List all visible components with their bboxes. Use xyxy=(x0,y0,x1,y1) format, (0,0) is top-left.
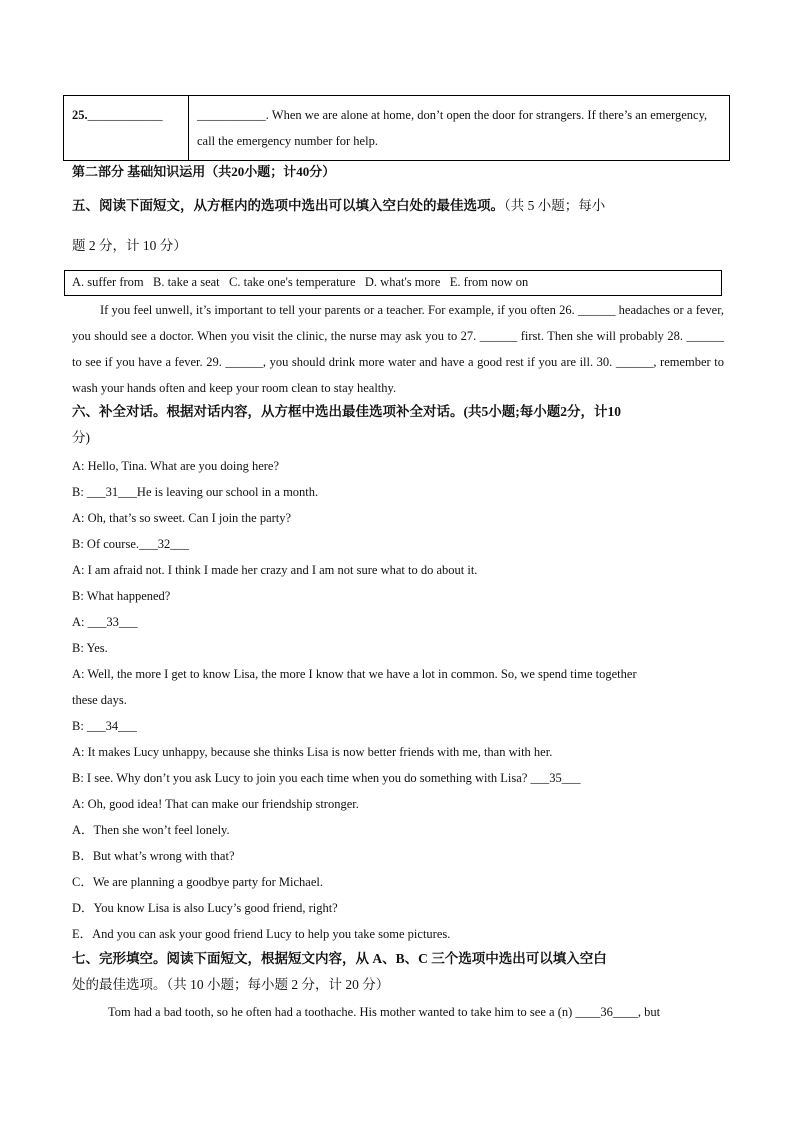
option-e: E．And you can ask your good friend Lucy to help you take some pictures. xyxy=(72,927,451,941)
dialogue-line: B: ___31___He is leaving our school in a month. xyxy=(72,485,319,499)
dialogue-line: A: ___33___ xyxy=(72,615,138,629)
section5-options-box xyxy=(64,270,722,296)
option-a: A．Then she won’t feel lonely. xyxy=(72,823,230,837)
q25-answer-blank[interactable]: ____________ xyxy=(87,108,163,122)
option-c: C．We are planning a goodbye party for Michael. xyxy=(72,875,323,889)
section5-options: A. suffer from B. take a seat C. take one's temperature D. what's more E. from now on xyxy=(72,275,529,289)
dialogue-line: B: I see. Why don’t you ask Lucy to join you each time when you do something with Lisa? ___35___ xyxy=(72,771,581,785)
option-d: D．You know Lisa is also Lucy’s good friend, right? xyxy=(72,901,338,915)
dialogue-line: A: Oh, good idea! That can make our friendship stronger. xyxy=(72,797,359,811)
section5-title-line xyxy=(72,198,605,214)
question-25-table xyxy=(63,95,730,161)
dialogue-line: these days. xyxy=(72,693,127,707)
dialogue-line: B: Of course.___32___ xyxy=(72,537,189,551)
dialogue-line: A: Oh, that’s so sweet. Can I join the party? xyxy=(72,511,292,525)
section6-title-cont: 分) xyxy=(72,430,90,445)
dialogue-line: A: I am afraid not. I think I made her crazy and I am not sure what to do about it. xyxy=(72,563,478,577)
dialogue-line: B: What happened? xyxy=(72,589,171,603)
dialogue-line: B: ___34___ xyxy=(72,719,137,733)
dialogue-line: A: Hello, Tina. What are you doing here? xyxy=(72,459,280,473)
section5-score-note-2: 题 2 分，计 10 分） xyxy=(72,238,187,253)
q25-label: 25. xyxy=(72,108,88,122)
dialogue-line: A: It makes Lucy unhappy, because she thinks Lisa is now better friends with me, than with her. xyxy=(72,745,553,759)
section6-title: 六、补全对话。根据对话内容，从方框中选出最佳选项补全对话。(共5小题;每小题2分，计10 xyxy=(72,404,621,419)
section7-passage-start: Tom had a bad tooth, so he often had a toothache. His mother wanted to take him to see a (n) ____36____, but xyxy=(108,1005,661,1019)
section5-title: 五、阅读下面短文，从方框内的选项中选出可以填入空白处的最佳选项。 xyxy=(72,198,504,213)
part2-title: 第二部分 基础知识运用（共20小题；计40分） xyxy=(72,164,336,179)
section7-title: 七、完形填空。阅读下面短文，根据短文内容，从 A、B、C 三个选项中选出可以填入空白 xyxy=(72,951,607,966)
section5-score-note-1: （共 5 小题；每小 xyxy=(504,198,606,213)
q25-right-cell xyxy=(189,96,730,161)
section7-title-cont: 处的最佳选项。（共 10 小题；每小题 2 分，计 20 分） xyxy=(72,977,390,992)
q25-inline-blank[interactable]: ___________ xyxy=(197,108,266,122)
option-b: B．But what’s wrong with that? xyxy=(72,849,235,863)
dialogue-line: A: Well, the more I get to know Lisa, the more I know that we have a lot in common. So, we spend time together xyxy=(72,667,637,681)
q25-left-cell xyxy=(64,96,189,161)
section6-title-line xyxy=(72,404,621,420)
section5-passage: If you feel unwell, it’s important to tell your parents or a teacher. For example, if you often 26. ______ headaches or a fever, you should see a doctor. When you visit the clinic, the nurse may ask you to 27. ______ first. Then she will probably 28. ______ to see if you have a fever. 29. ______, you should drink more water and have a good rest if you are ill. 30. ______, remember to wash your hands often and keep your room clean to stay healthy. xyxy=(72,303,724,395)
q25-text: . When we are alone at home, don’t open the door for strangers. If there’s an emergency, call the emergency number for help. xyxy=(197,108,708,148)
dialogue-line: B: Yes. xyxy=(72,641,108,655)
